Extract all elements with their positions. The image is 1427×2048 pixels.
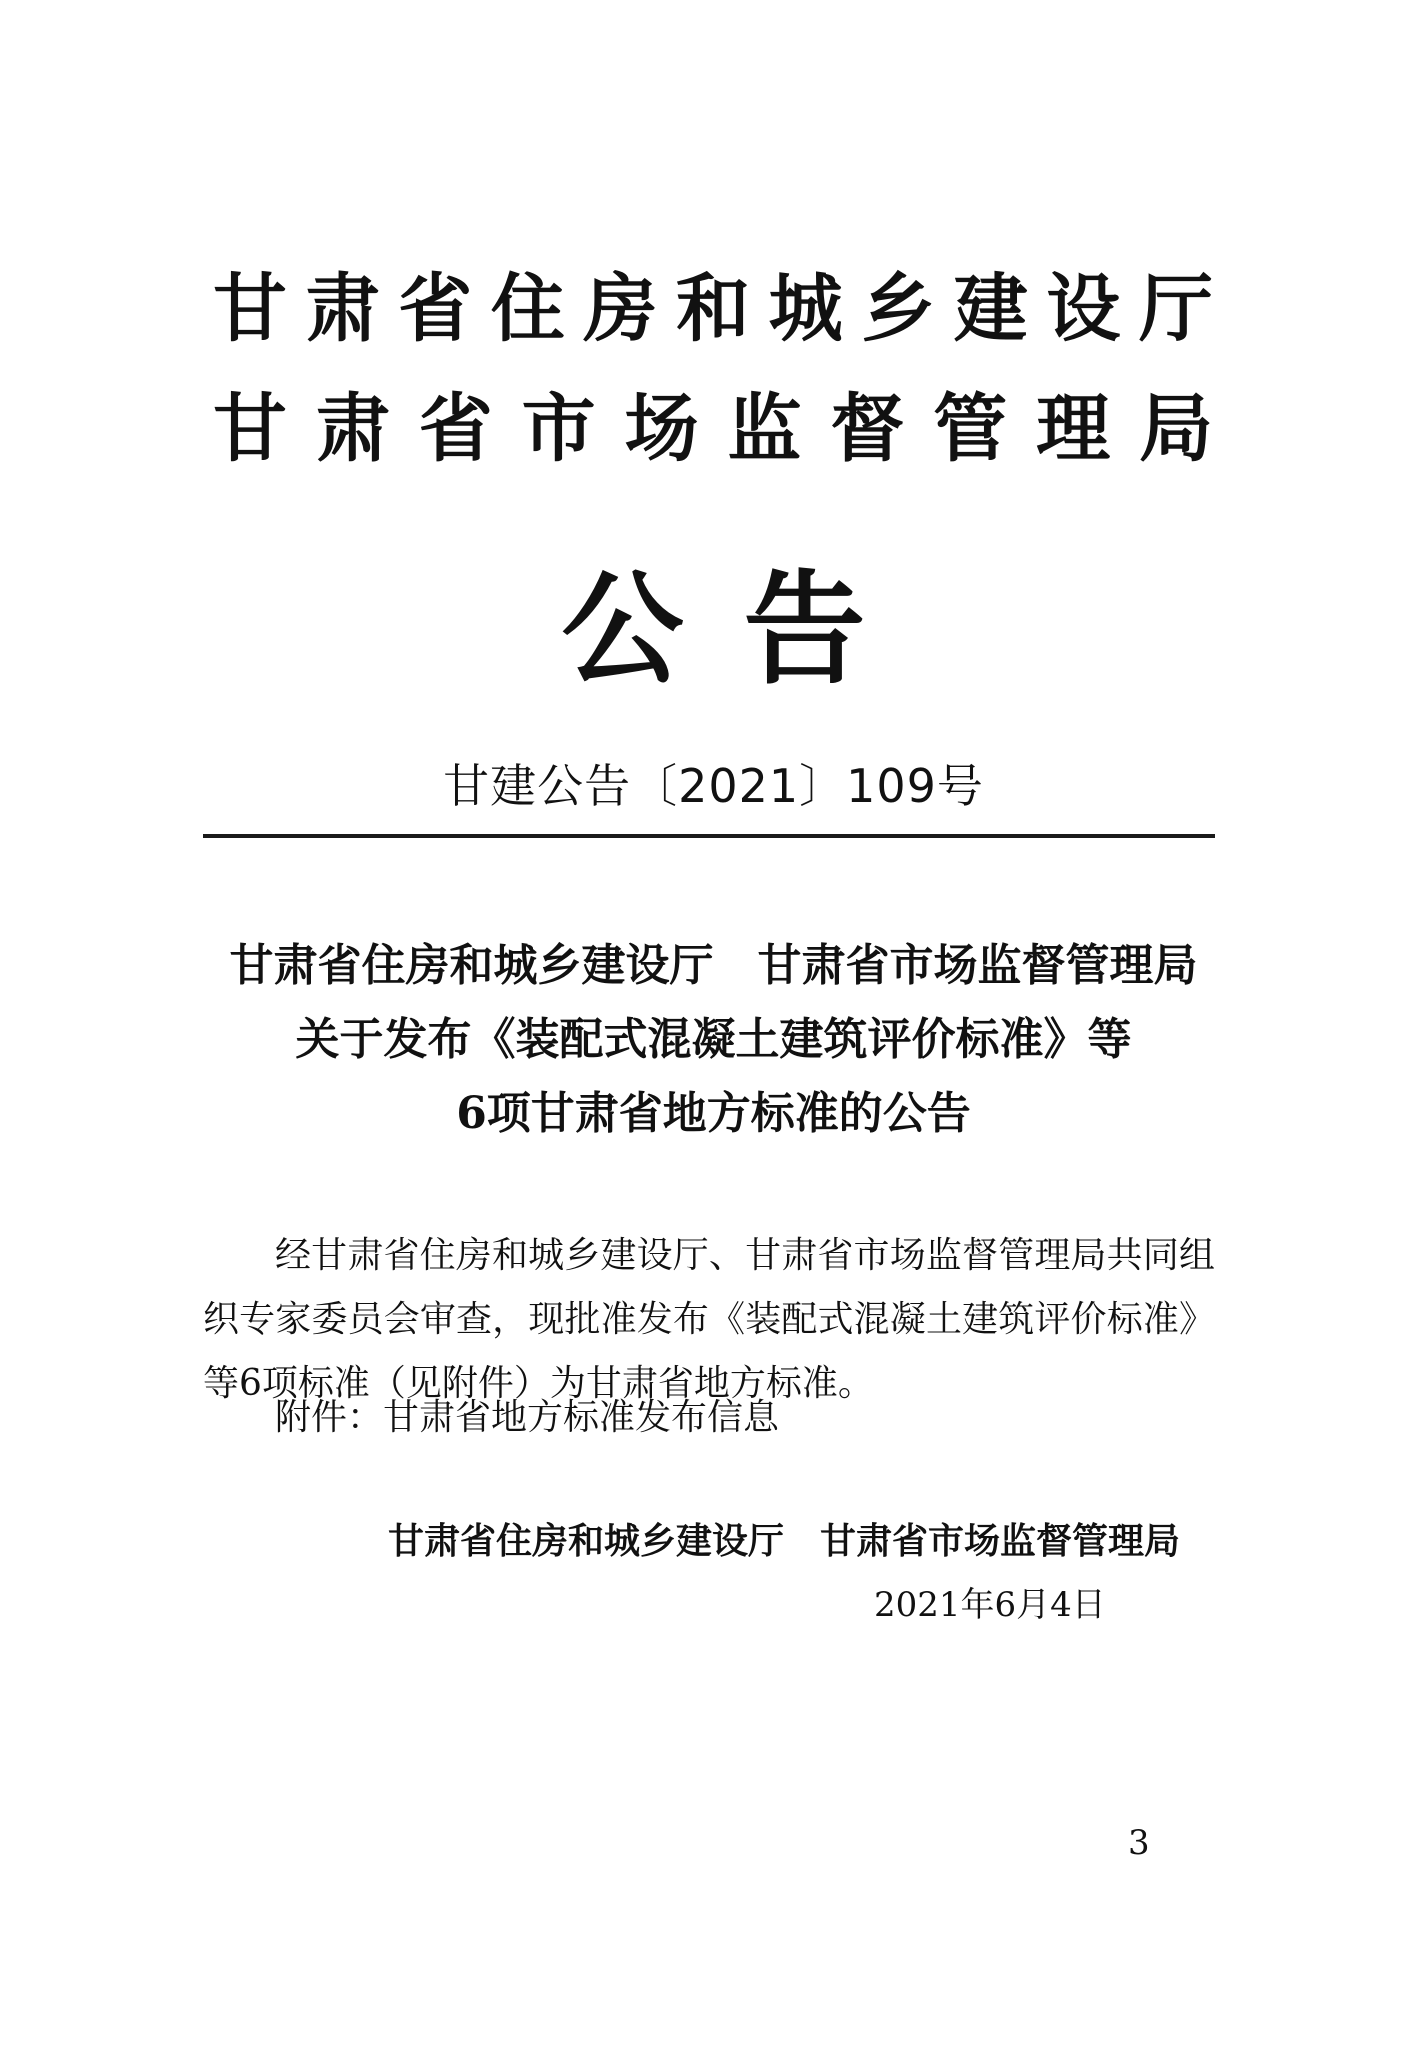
subject-line-1: 甘肃省住房和城乡建设厅 甘肃省市场监督管理局 [229, 940, 1198, 991]
body-paragraph: 经甘肃省住房和城乡建设厅、甘肃省市场监督管理局共同组织专家委员会审查，现批准发布《装配式混凝土建筑评价标准》等6项标准（见附件）为甘肃省地方标准。 [203, 1235, 1215, 1404]
header-divider [203, 834, 1215, 838]
signature-date: 2021年6月4日 [874, 1585, 1106, 1625]
notice-title: 公告 [561, 557, 926, 701]
document-number: 甘建公告〔2021〕109号 [443, 759, 984, 813]
attachment-note: 附件：甘肃省地方标准发布信息 [275, 1397, 780, 1438]
page-number: 3 [1128, 1823, 1150, 1863]
issuer-heading-line-1: 甘肃省住房和城乡建设厅 [213, 266, 1213, 352]
subject-line-3: 6项甘肃省地方标准的公告 [456, 1088, 971, 1139]
issuer-heading-line-2: 甘肃省市场监督管理局 [213, 386, 1213, 472]
signatory: 甘肃省住房和城乡建设厅 甘肃省市场监督管理局 [388, 1521, 1181, 1562]
subject-line-2: 关于发布《装配式混凝土建筑评价标准》等 [295, 1014, 1132, 1065]
